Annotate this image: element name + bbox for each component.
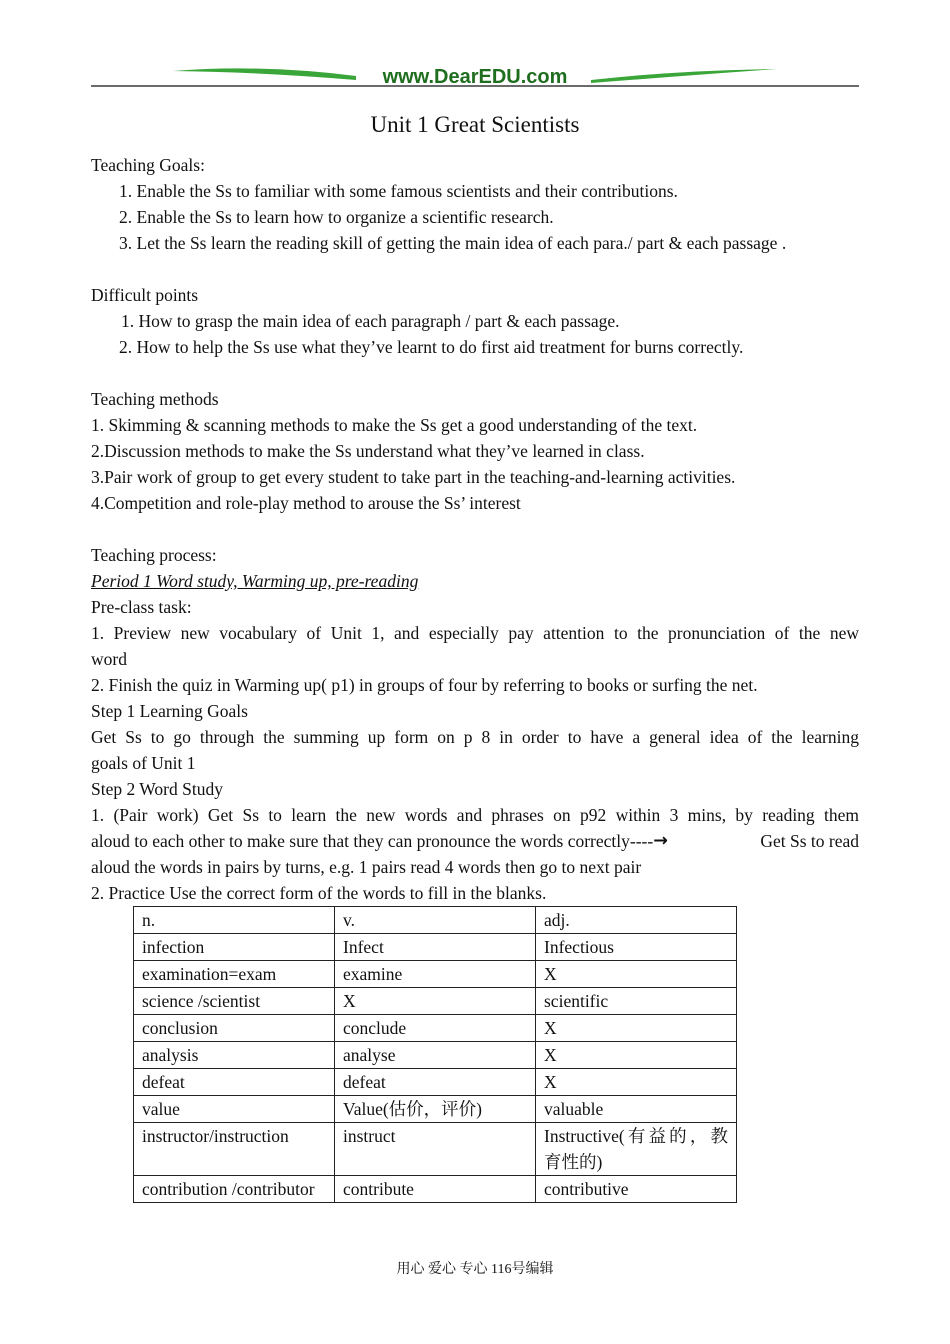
step-2-item-2: 2. Practice Use the correct form of the words to fill in the blanks. [91,883,547,903]
table-cell: value [134,1096,335,1123]
word-forms-table [133,906,737,1203]
step-2-item-1-line-2 [91,828,859,854]
table-cell: Instructive(有益的，教育性的) [536,1123,737,1176]
table-cell: valuable [536,1096,737,1123]
table-cell: instructor/instruction [134,1123,335,1176]
table-row [134,1123,737,1176]
table-cell: analyse [335,1042,536,1069]
step-2-item-1-line-2-tail: Get Ss to read [760,831,859,851]
method-item-1: 1. Skimming & scanning methods to make the Ss get a good understanding of the text. [91,415,698,435]
arrow-right-icon: → [653,831,668,851]
table-header-cell: v. [335,907,536,934]
table-cell: defeat [134,1069,335,1096]
table-cell: science /scientist [134,988,335,1015]
table-header-cell: adj. [536,907,737,934]
table-row [134,1096,737,1123]
table-cell: defeat [335,1069,536,1096]
task-1-line-2: word [91,649,127,669]
table-cell: contribute [335,1176,536,1203]
step-1-heading: Step 1 Learning Goals [91,701,248,721]
step-2-heading: Step 2 Word Study [91,779,223,799]
step-2-item-1-line-3: aloud the words in pairs by turns, e.g. 1 pairs read 4 words then go to next pair [91,857,642,877]
logo-text: www.DearEDU.com [382,66,568,88]
table-cell: conclude [335,1015,536,1042]
table-cell: analysis [134,1042,335,1069]
logo-swoosh-graphic [91,62,859,92]
table-cell: X [536,1015,737,1042]
table-header-cell: n. [134,907,335,934]
table-cell: conclusion [134,1015,335,1042]
goal-item-2: 2. Enable the Ss to learn how to organize a scientific research. [119,207,554,227]
header-logo-banner [91,62,859,92]
table-cell: contribution /contributor [134,1176,335,1203]
table-cell: scientific [536,988,737,1015]
table-row [134,1069,737,1096]
difficult-heading: Difficult points [91,285,199,305]
goal-item-1: 1. Enable the Ss to familiar with some famous scientists and their contributions. [119,181,678,201]
difficult-item-1: 1. How to grasp the main idea of each paragraph / part & each passage. [121,311,620,331]
table-cell: instruct [335,1123,536,1176]
table-row [134,1176,737,1203]
table-cell: Infectious [536,934,737,961]
table-row [134,988,737,1015]
process-heading: Teaching process: [91,545,217,565]
table-header-row [134,907,737,934]
table-cell: X [536,1042,737,1069]
step-2-item-1-line-2-text: aloud to each other to make sure that they can pronounce the words correctly---- [91,831,654,851]
task-2: 2. Finish the quiz in Warming up( p1) in groups of four by referring to books or surfing the net. [91,675,758,695]
table-row [134,1015,737,1042]
table-row [134,1042,737,1069]
task-1-line-1: 1. Preview new vocabulary of Unit 1, and especially pay attention to the pronunciation of the new [91,623,859,643]
page-title: Unit 1 Great Scientists [370,112,580,137]
goals-heading: Teaching Goals: [91,155,205,175]
table-cell: X [536,961,737,988]
period-heading: Period 1 Word study, Warming up, pre-reading [91,571,419,591]
table-cell: examination=exam [134,961,335,988]
step-1-line-1: Get Ss to go through the summing up form on p 8 in order to have a general idea of the learning [91,727,859,747]
method-item-4: 4.Competition and role-play method to arouse the Ss’ interest [91,493,521,513]
table-cell: Infect [335,934,536,961]
table-cell: infection [134,934,335,961]
table-cell: X [335,988,536,1015]
preclass-heading: Pre-class task: [91,597,192,617]
table-row [134,961,737,988]
step-2-item-1-line-1: 1. (Pair work) Get Ss to learn the new words and phrases on p92 within 3 mins, by reading them [91,805,859,825]
step-1-line-2: goals of Unit 1 [91,753,196,773]
table-cell: contributive [536,1176,737,1203]
table-cell: Value(估价，评价) [335,1096,536,1123]
table-cell: examine [335,961,536,988]
method-item-3: 3.Pair work of group to get every student to take part in the teaching-and-learning activities. [91,467,736,487]
table-row [134,934,737,961]
page-footer: 用心 爱心 专心 116号编辑 [396,1262,554,1277]
method-item-2: 2.Discussion methods to make the Ss understand what they’ve learned in class. [91,441,645,461]
difficult-item-2: 2. How to help the Ss use what they’ve learnt to do first aid treatment for burns correctly. [119,337,744,357]
methods-heading: Teaching methods [91,389,219,409]
goal-item-3: 3. Let the Ss learn the reading skill of getting the main idea of each para./ part & each passage . [119,233,787,253]
table-cell: X [536,1069,737,1096]
